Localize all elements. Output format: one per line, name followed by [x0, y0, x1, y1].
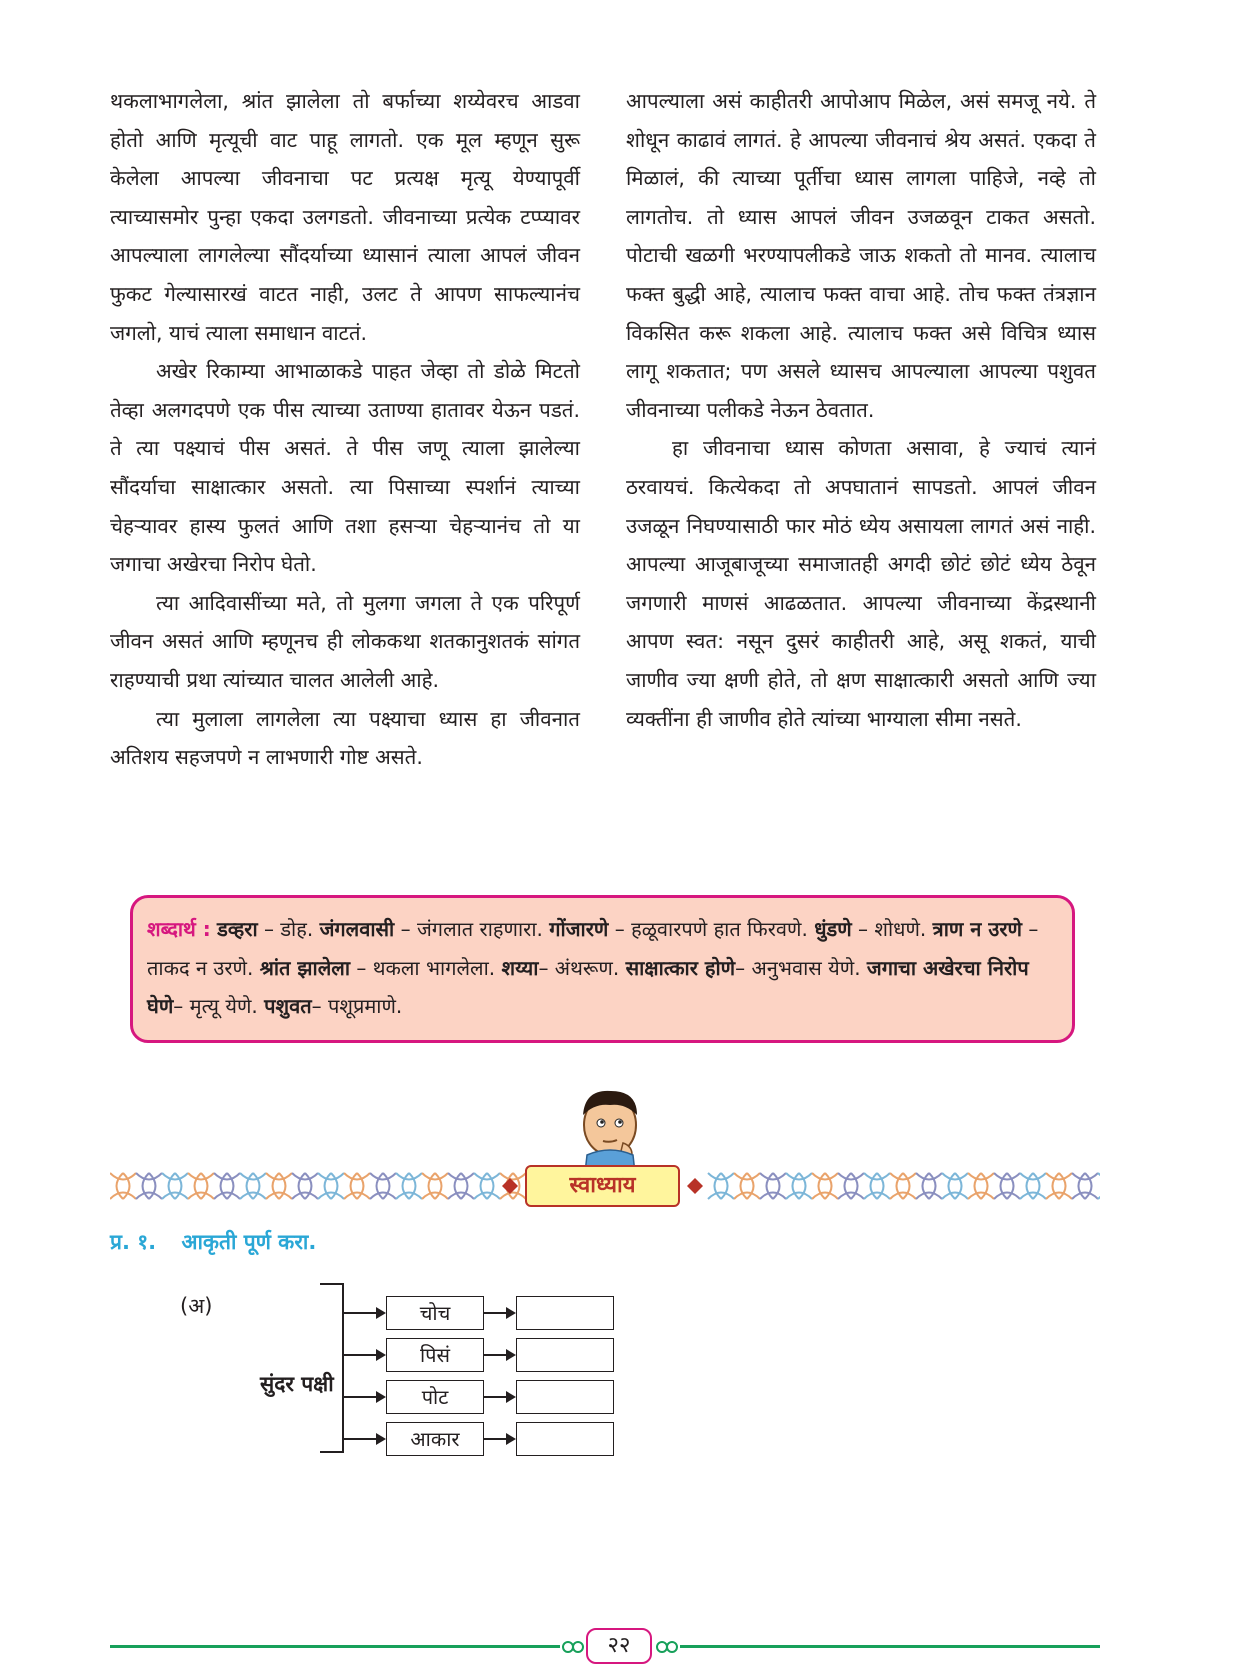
arrow-icon — [484, 1438, 514, 1440]
arrow-icon — [344, 1438, 384, 1440]
branch-label: चोच — [386, 1296, 484, 1330]
arrow-icon — [484, 1396, 514, 1398]
paragraph: अखेर रिकाम्या आभाळाकडे पाहत जेव्हा तो डोळे मिटतो तेव्हा अलगदपणे एक पीस त्याच्या उताण्या हातावर येऊन पडतं. ते त्या पक्ष्याचं पीस असतं. ते पीस जणू त्याला झालेल्या सौंदर्याचा साक्षात्कार असतो. त्या पिसाच्या स्पर्शानं त्याच्या चेहऱ्यावर हास्य फुलतं आणि तशा हसऱ्या चेहऱ्यानंच तो या जगाचा अखेरचा निरोप घेतो. — [110, 359, 580, 577]
glossary-term: जंगलवासी — [319, 917, 395, 941]
answer-box[interactable] — [516, 1380, 614, 1414]
glossary-meaning: – पशूप्रमाणे. — [311, 994, 403, 1018]
glossary-meaning: – हळूवारपणे हात फिरवणे. — [608, 917, 815, 941]
glossary-meaning: – जंगलात राहणारा. — [394, 917, 550, 941]
glossary-entries — [147, 917, 1038, 1018]
diagram-branch — [344, 1338, 660, 1372]
exercise-banner — [110, 1085, 1100, 1225]
glossary-meaning: – अंथरूण. — [538, 955, 626, 980]
glossary-meaning: – डोह. — [257, 917, 320, 941]
diagram-branch — [344, 1380, 660, 1414]
sub-question-label: (अ) — [180, 1294, 213, 1318]
concept-diagram — [180, 1280, 660, 1460]
diagram-branch — [344, 1422, 660, 1456]
connector-line — [320, 1283, 344, 1285]
branch-label: आकार — [386, 1422, 484, 1456]
glossary-term: डव्हरा — [217, 917, 258, 941]
branch-label: पोट — [386, 1380, 484, 1414]
answer-box[interactable] — [516, 1422, 614, 1456]
paragraph: त्या आदिवासींच्या मते, तो मुलगा जगला ते एक परिपूर्ण जीवन असतं आणि म्हणूनच ही लोककथा शतकानुशतकं सांगत राहण्याची प्रथा त्यांच्यात चालत आलेली आहे. — [110, 590, 580, 692]
question-1 — [110, 1228, 316, 1256]
arrow-icon — [344, 1312, 384, 1314]
arrow-icon — [484, 1354, 514, 1356]
connector-line — [320, 1451, 344, 1453]
glossary-meaning: – अनुभवास येणे. — [735, 955, 867, 980]
glossary-meaning: – शोधणे. — [851, 917, 933, 941]
branch-label: पिसं — [386, 1338, 484, 1372]
arrow-icon — [344, 1396, 384, 1398]
glossary-meaning: – मृत्यू येणे. — [173, 994, 265, 1018]
ring-ornament — [572, 1641, 584, 1653]
glossary-term: श्रांत झालेला — [259, 955, 351, 980]
answer-box[interactable] — [516, 1296, 614, 1330]
diagram-branch — [344, 1296, 660, 1330]
arrow-icon — [344, 1354, 384, 1356]
ring-ornament — [666, 1641, 678, 1653]
paragraph: त्या मुलाला लागलेला त्या पक्ष्याचा ध्यास हा जीवनात अतिशय सहजपणे न लाभणारी गोष्ट असते. — [110, 706, 580, 770]
question-text: आकृती पूर्ण करा. — [181, 1230, 317, 1254]
paragraph: आपल्याला असं काहीतरी आपोआप मिळेल, असं समजू नये. ते शोधून काढावं लागतं. हे आपल्या जीवनाचं श्रेय असतं. एकदा ते मिळालं, की त्याच्या पूर्तीचा ध्यास लागला पाहिजे, नव्हे तो लागतोच. तो ध्यास आपलं जीवन उजळवून टाकत असतो. पोटाची खळगी भरण्यापलीकडे जाऊ शकतो तो मानव. त्यालाच फक्त बुद्धी आहे, त्यालाच फक्त वाचा आहे. तोच फक्त तंत्रज्ञान विकसित करू शकला आहे. त्यालाच फक्त असे विचित्र ध्यास लागू शकतात; पण असले ध्यासच आपल्याला आपल्या पशुवत जीवनाच्या पलीकडे नेऊन ठेवतात. — [626, 89, 1096, 422]
glossary-term: पशुवत — [264, 994, 312, 1018]
glossary-term: साक्षात्कार होणे — [625, 955, 736, 980]
glossary-title: शब्दार्थ : — [147, 917, 211, 941]
right-column — [626, 82, 1096, 738]
glossary-term: धुंडणे — [814, 917, 852, 941]
glossary-term: गोंजारणे — [549, 917, 609, 941]
page-number: २२ — [586, 1628, 652, 1664]
exercise-title: स्वाध्याय — [525, 1165, 680, 1207]
paragraph: थकलाभागलेला, श्रांत झालेला तो बर्फाच्या शय्येवरच आडवा होतो आणि मृत्यूची वाट पाहू लागतो. एक मूल म्हणून सुरू केलेला आपल्या जीवनाचा पट प्रत्यक्ष मृत्यू येण्यापूर्वी त्याच्यासमोर पुन्हा एकदा उलगडतो. जीवनाच्या प्रत्येक टप्प्यावर आपल्याला लागलेल्या सौंदर्याच्या ध्यासानं त्याला आपलं जीवन फुकट गेल्यासारखं वाटत नाही, उलट ते आपण साफल्यानंच जगलो, याचं त्याला समाधान वाटतं. — [110, 89, 580, 345]
left-column — [110, 82, 580, 777]
paragraph: हा जीवनाचा ध्यास कोणता असावा, हे ज्याचं त्यानं ठरवायचं. कित्येकदा तो अपघातानं सापडतो. आपलं जीवन उजळून निघण्यासाठी फार मोठं ध्येय असायला लागतं असं नाही. आपल्या आजूबाजूच्या समाजातही अगदी छोटं छोटं ध्येय ठेवून जगणारी माणसं आढळतात. आपल्या जीवनाच्या केंद्रस्थानी आपण स्वत: नसून दुसरं काहीतरी आहे, असू शकतं, याची जाणीव ज्या क्षणी होते, तो क्षण साक्षात्कारी असतो आणि ज्या व्यक्तींना ही जाणीव होते त्यांच्या भाग्याला सीमा नसते. — [626, 436, 1096, 731]
diagram-root: सुंदर पक्षी — [260, 1372, 334, 1396]
page-number-badge — [560, 1628, 680, 1668]
glossary-term: त्राण न उरणे — [932, 917, 1022, 941]
glossary-meaning: – ताकद न उरणे. — [147, 917, 1039, 980]
glossary-term: शय्या — [501, 955, 539, 980]
arrow-icon — [484, 1312, 514, 1314]
answer-box[interactable] — [516, 1338, 614, 1372]
glossary-box — [130, 895, 1075, 1043]
thinking-boy-icon — [565, 1085, 655, 1173]
glossary-term: जगाचा अखेरचा निरोप घेणे — [147, 955, 1029, 1018]
glossary-meaning: – थकला भागलेला. — [350, 955, 502, 980]
question-number: प्र. १. — [110, 1230, 157, 1254]
